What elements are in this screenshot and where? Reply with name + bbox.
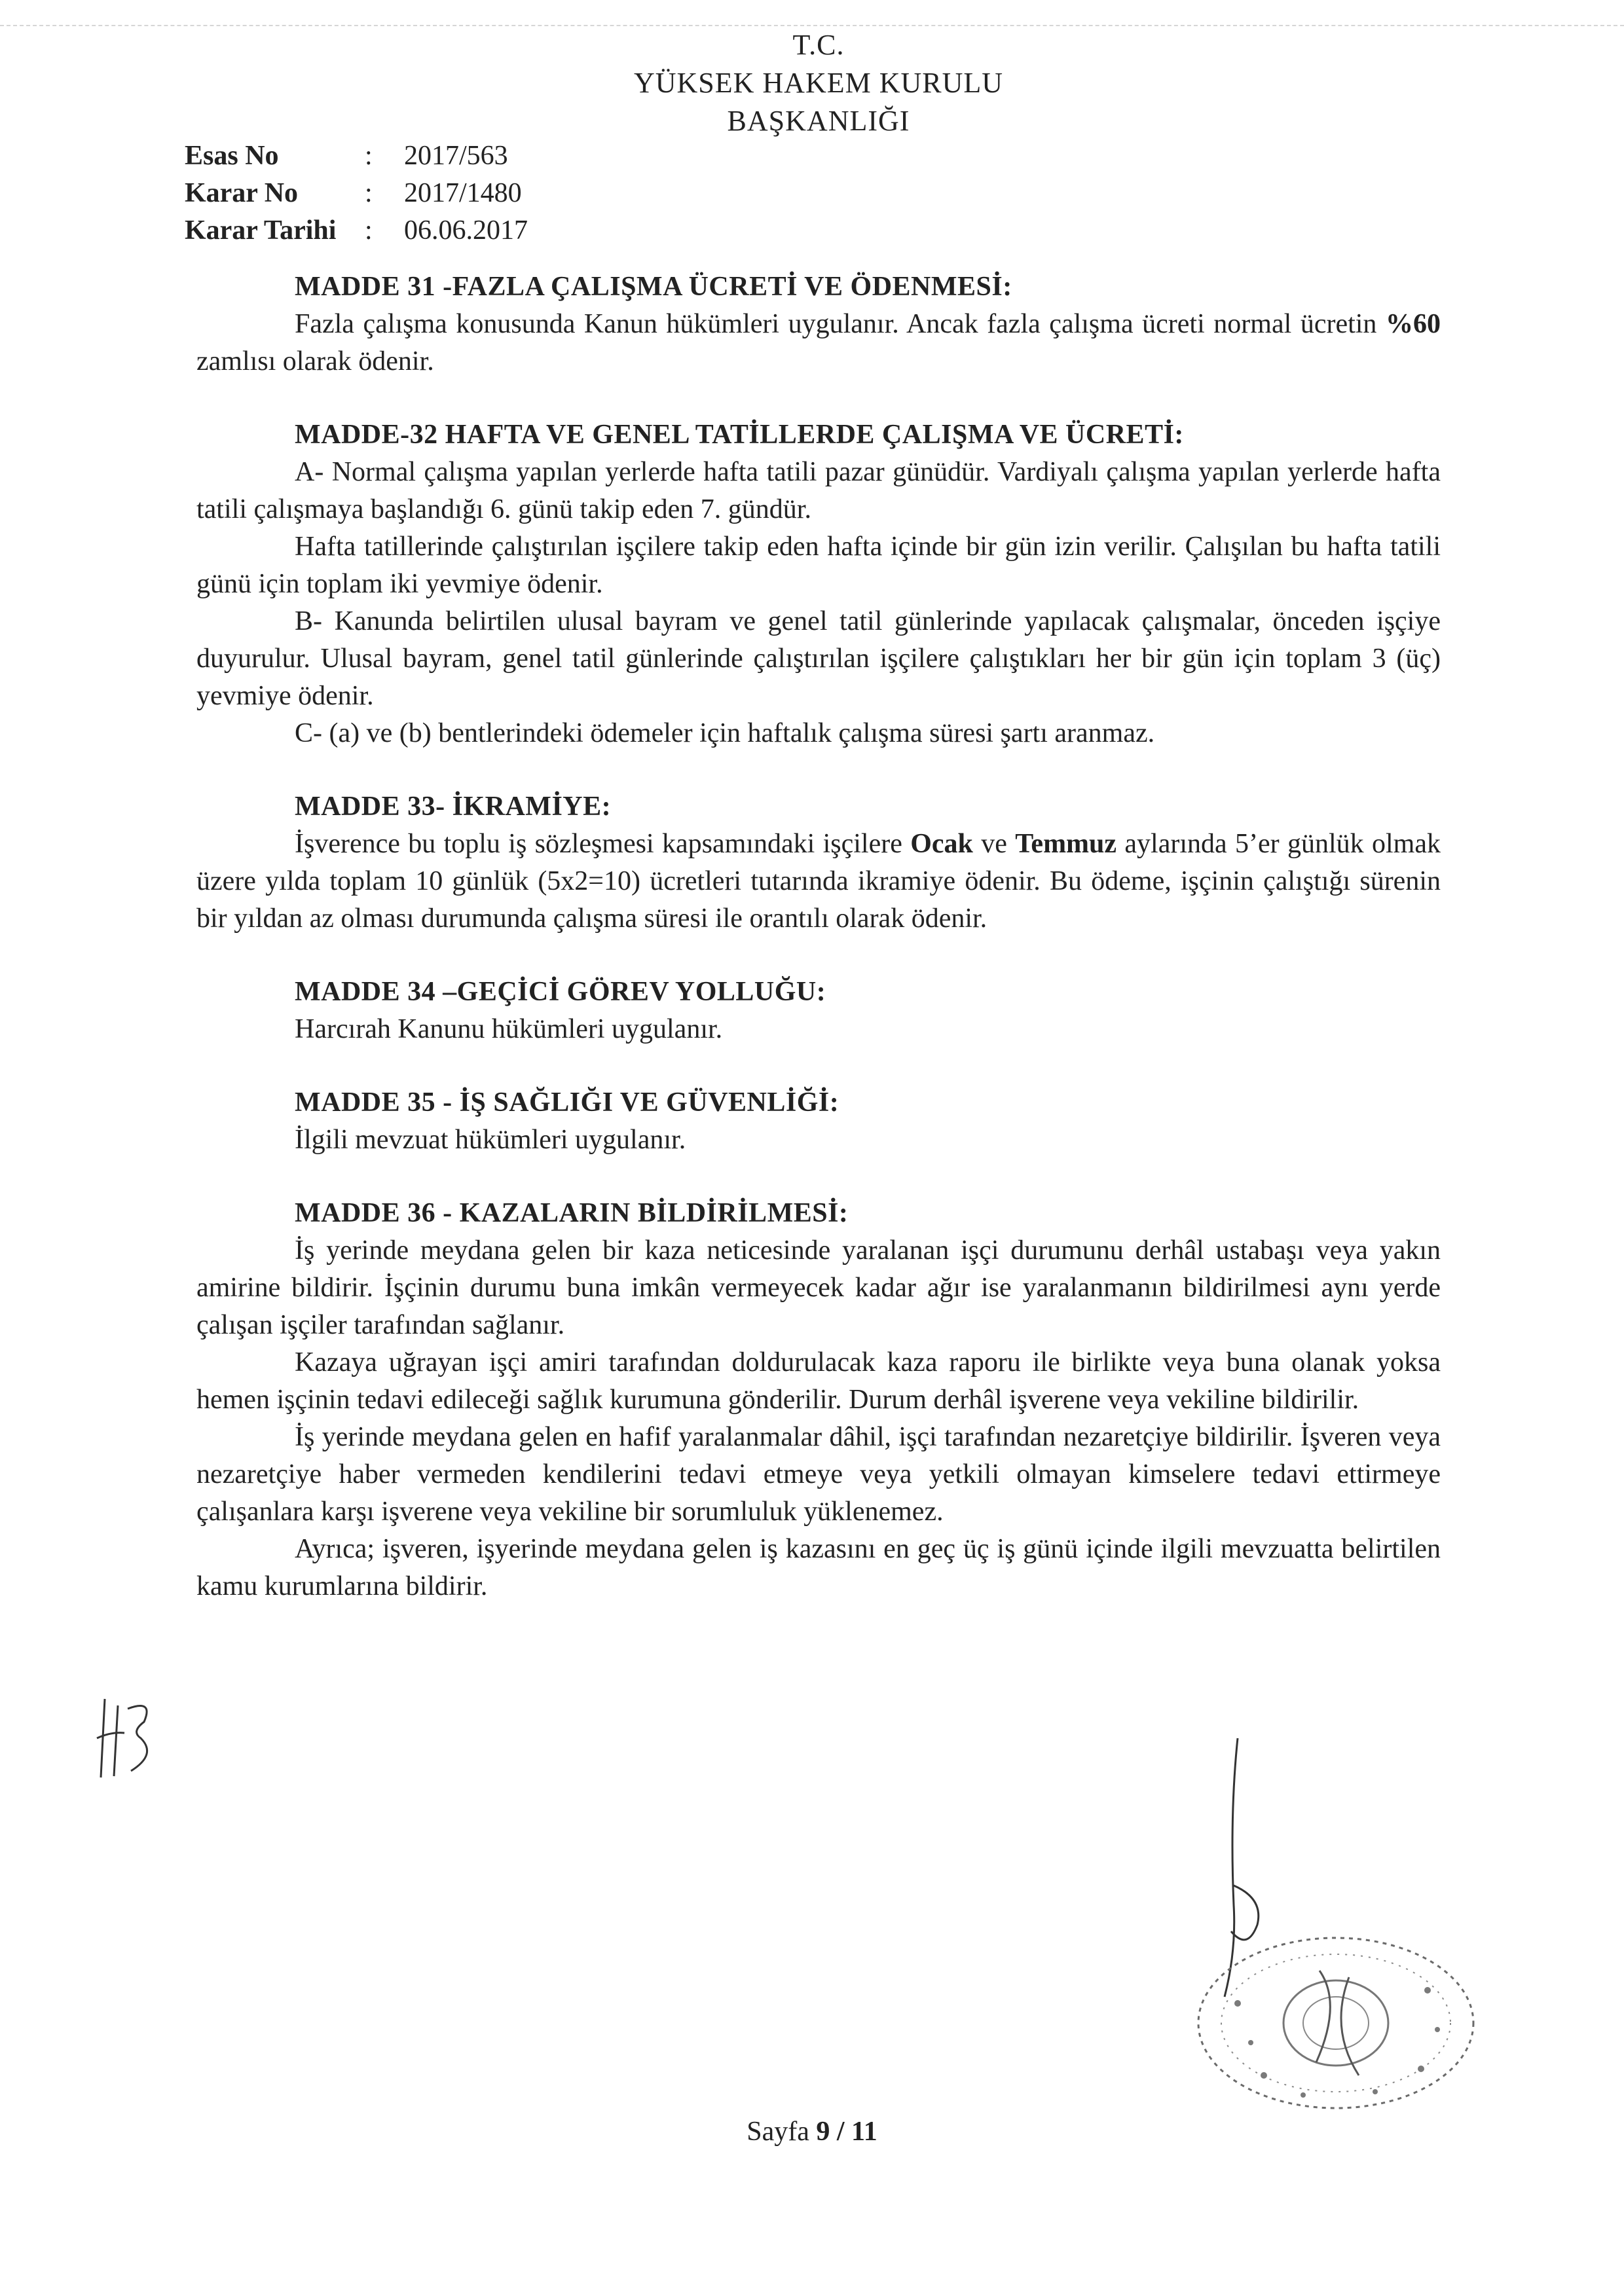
article-paragraph: İş yerinde meydana gelen bir kaza neticesinde yaralanan işçi durumunu derhâl ustabaşı veya yakın amirine bildirir. İşçinin durumu buna imkân vermeyecek kadar ağır ise yaralanmanın bildirilmesi aynı yerde çalışan işçiler tarafından sağlanır.	[196, 1235, 1441, 1340]
article-title: MADDE 34 –GEÇİCİ GÖREV YOLLUĞU:	[295, 977, 826, 1007]
article-34	[196, 974, 1441, 1048]
meta-row-esas	[185, 137, 528, 175]
meta-colon: :	[365, 141, 373, 171]
bold-month: Temmuz	[1015, 829, 1117, 859]
article-paragraph: A- Normal çalışma yapılan yerlerde hafta tatili pazar günüdür. Vardiyalı çalışma yapılan yerlerde hafta tatili çalışmaya başlandığı 6. günü takip eden 7. gündür.	[196, 457, 1441, 524]
meta-value: 2017/1480	[404, 178, 522, 208]
paragraph-text: Fazla çalışma konusunda Kanun hükümleri uygulanır. Ancak fazla çalışma ücreti normal ücretin	[295, 309, 1386, 339]
header-line-institution: YÜKSEK HAKEM KURULU	[633, 67, 1004, 99]
article-title: MADDE 35 - İŞ SAĞLIĞI VE GÜVENLİĞİ:	[295, 1087, 840, 1118]
meta-row-karar	[185, 175, 528, 212]
meta-row-tarih	[185, 212, 528, 249]
official-stamp-icon	[1179, 1931, 1493, 2128]
article-paragraph: İlgili mevzuat hükümleri uygulanır.	[295, 1125, 686, 1155]
meta-value: 2017/563	[404, 141, 508, 171]
article-32	[196, 416, 1441, 752]
article-title: MADDE 36 - KAZALARIN BİLDİRİLMESİ:	[295, 1198, 849, 1228]
document-body	[196, 268, 1441, 1641]
article-paragraph	[196, 826, 1441, 938]
meta-colon: :	[365, 215, 373, 246]
page-number	[0, 2116, 1624, 2147]
handwritten-initials-icon	[92, 1692, 164, 1784]
bold-month: Ocak	[910, 829, 973, 859]
article-36	[196, 1195, 1441, 1605]
page-prefix: Sayfa	[747, 2117, 817, 2147]
article-paragraph: Ayrıca; işveren, işyerinde meydana gelen iş kazasını en geç üç iş günü içinde ilgili mevzuatta belirtilen kamu kurumlarına bildirir.	[196, 1534, 1441, 1601]
article-paragraph: Kazaya uğrayan işçi amiri tarafından doldurulacak kaza raporu ile birlikte veya buna olanak yoksa hemen işçinin tedavi edileceği sağlık kurumuna gönderilir. Durum derhâl işverene veya vekiline bildirilir.	[196, 1347, 1441, 1415]
meta-label: Esas No	[185, 141, 279, 171]
bold-percentage: %60	[1386, 309, 1441, 339]
article-paragraph: Harcırah Kanunu hükümleri uygulanır.	[295, 1014, 723, 1044]
paragraph-text: zamlısı olarak ödenir.	[196, 346, 434, 376]
article-35	[196, 1084, 1441, 1159]
article-paragraph: Hafta tatillerinde çalıştırılan işçilere takip eden hafta içinde bir gün izin verilir. Çalışılan bu hafta tatili günü için toplam iki yevmiye ödenir.	[196, 532, 1441, 599]
page-count: 9 / 11	[816, 2117, 877, 2147]
institution-header	[589, 26, 1048, 140]
article-title: MADDE-32 HAFTA VE GENEL TATİLLERDE ÇALIŞMA VE ÜCRETİ:	[295, 420, 1184, 450]
paragraph-text: aylarında 5’er günlük olmak üzere yılda toplam 10 günlük (5x2=10) ücretleri tutarında ikramiye ödenir. Bu ödeme, işçinin çalıştığı sürenin bir yıldan az olması durumunda çalışma süresi ile orantılı olarak ödenir.	[196, 829, 1441, 934]
meta-label: Karar No	[185, 178, 299, 208]
header-line-presidency: BAŞKANLIĞI	[727, 105, 910, 137]
article-paragraph: İş yerinde meydana gelen en hafif yaralanmalar dâhil, işçi tarafından nezaretçiye bildirilir. İşveren veya nezaretçiye haber vermeden kendilerini tedavi etmeye veya yetkili olmayan kimselere tedavi ettirmeye çalışanlara karşı işverene veya vekiline bir sorumluluk yüklenemez.	[196, 1422, 1441, 1527]
meta-colon: :	[365, 178, 373, 208]
article-paragraph: C- (a) ve (b) bentlerindeki ödemeler için haftalık çalışma süresi şartı aranmaz.	[295, 718, 1155, 748]
meta-label: Karar Tarihi	[185, 215, 337, 246]
article-title: MADDE 33- İKRAMİYE:	[295, 792, 612, 822]
paragraph-text: ve	[972, 829, 1016, 859]
paragraph-text: İşverence bu toplu iş sözleşmesi kapsamındaki işçilere	[295, 829, 911, 859]
article-title: MADDE 31 -FAZLA ÇALIŞMA ÜCRETİ VE ÖDENMESİ:	[295, 272, 1012, 302]
case-metadata	[185, 137, 528, 249]
article-paragraph: B- Kanunda belirtilen ulusal bayram ve genel tatil günlerinde yapılacak çalışmalar, önceden işçiye duyurulur. Ulusal bayram, genel tatil günlerinde çalıştırılan işçilere çalıştıkları her bir gün için toplam 3 (üç) yevmiye ödenir.	[196, 606, 1441, 711]
article-31	[196, 268, 1441, 380]
article-paragraph	[196, 306, 1441, 380]
header-line-tc: T.C.	[792, 29, 845, 61]
meta-value: 06.06.2017	[404, 215, 528, 246]
article-33	[196, 788, 1441, 938]
